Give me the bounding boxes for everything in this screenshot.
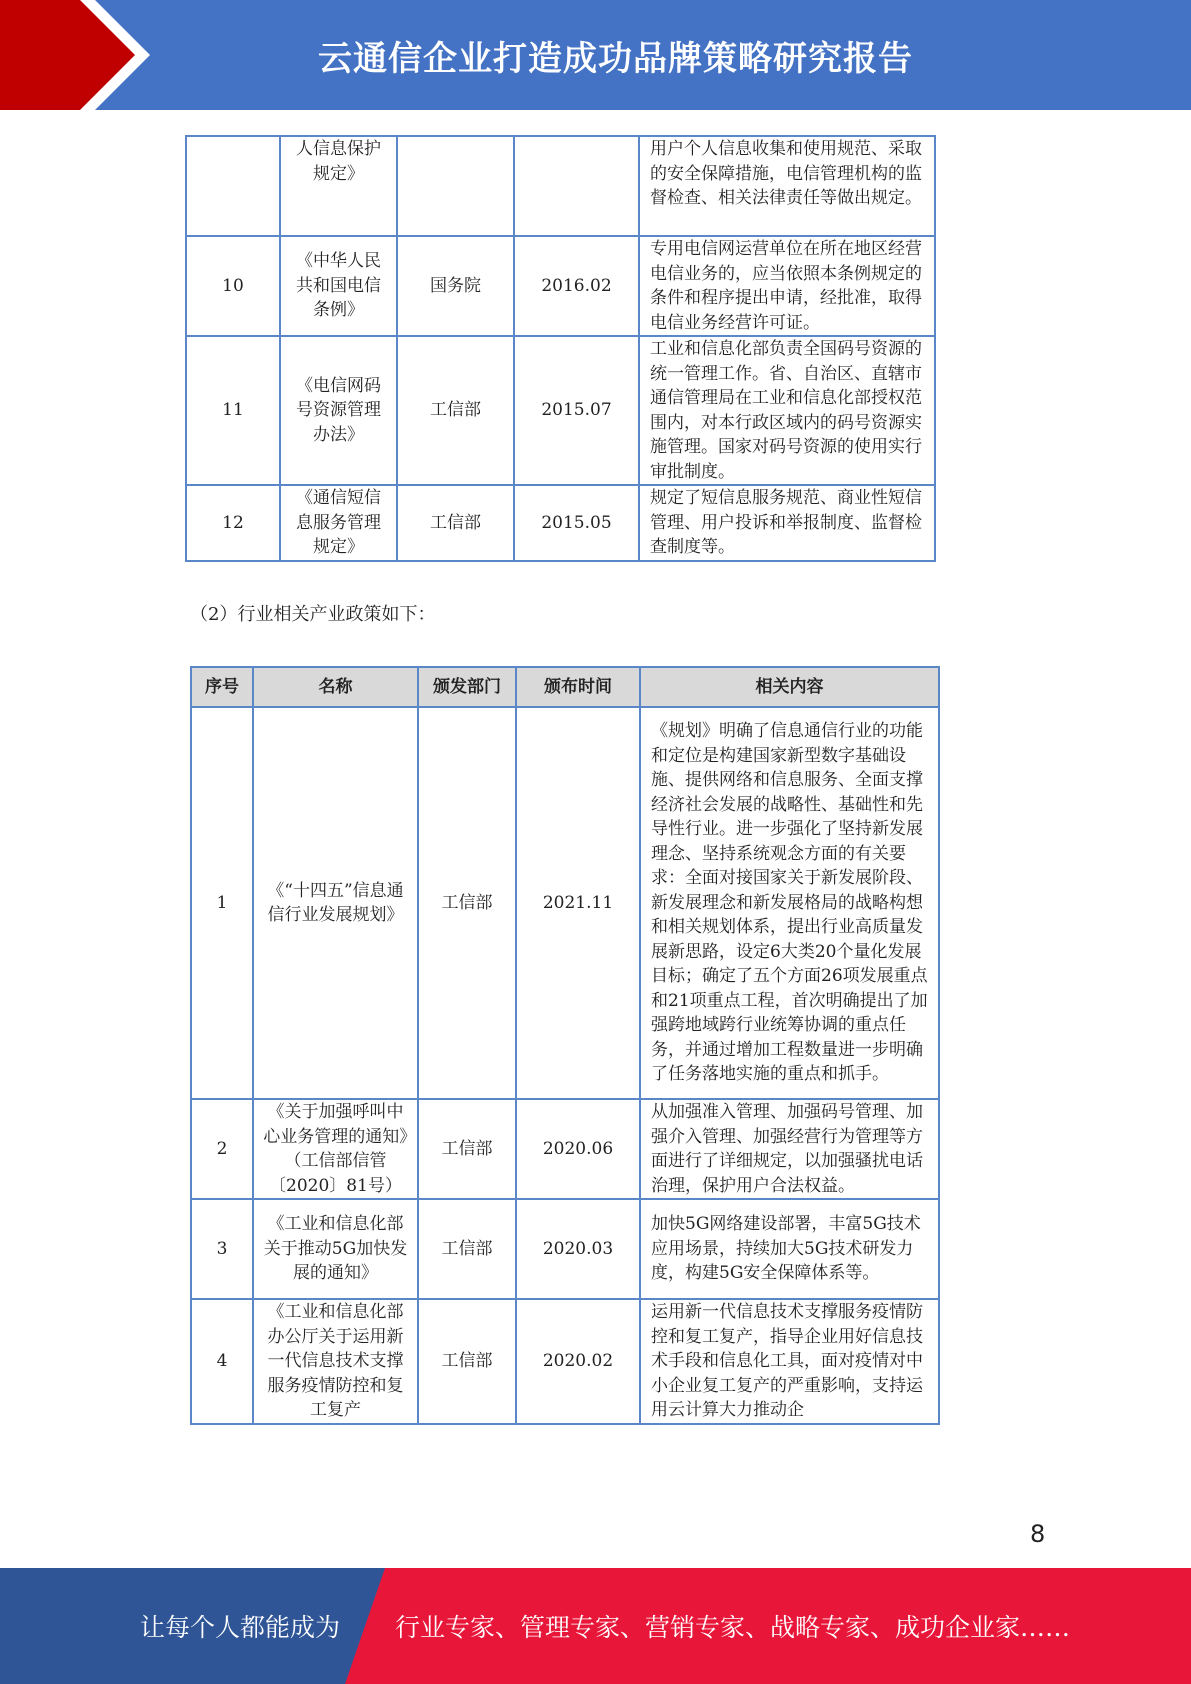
- issue-date: 2020.06: [516, 1099, 640, 1199]
- header-no: 序号: [191, 667, 253, 707]
- policy-content: 加快5G网络建设部署，丰富5G技术应用场景，持续加大5G技术研发力度，构建5G安全保障体系等。: [640, 1199, 939, 1299]
- table-row: [186, 485, 935, 561]
- policy-content: 运用新一代信息技术支撑服务疫情防控和复工复产，指导企业用好信息技术手段和信息化工具，面对疫情对中小企业复工复产的严重影响，支持运用云计算大力推动企: [640, 1299, 939, 1424]
- issue-date: [514, 136, 639, 236]
- issuing-department: [397, 136, 514, 236]
- policy-content: 《规划》明确了信息通信行业的功能和定位是构建国家新型数字基础设施、提供网络和信息服务、全面支撑经济社会发展的战略性、基础性和先导性行业。进一步强化了坚持新发展理念、坚持系统观念方面的有关要求：全面对接国家关于新发展阶段、新发展理念和新发展格局的战略构想和相关规划体系，提出行业高质量发展新思路，设定6大类20个量化发展目标；确定了五个方面26项发展重点和21项重点工程，首次明确提出了加强跨地域跨行业统筹协调的重点任务，并通过增加工程数量进一步明确了任务落地实施的重点和抓手。: [640, 707, 939, 1099]
- table-row: [191, 1299, 939, 1424]
- header-chevron-icon: [0, 0, 160, 110]
- issue-date: 2015.05: [514, 485, 639, 561]
- industry-policy-table: [190, 666, 940, 1425]
- issuing-department: 工信部: [418, 1299, 516, 1424]
- table-row: [191, 707, 939, 1099]
- row-number: 3: [191, 1199, 253, 1299]
- issuing-department: 工信部: [397, 485, 514, 561]
- issue-date: 2021.11: [516, 707, 640, 1099]
- policy-name: 《工业和信息化部关于推动5G加快发展的通知》: [253, 1199, 418, 1299]
- row-number: 1: [191, 707, 253, 1099]
- regulation-name: 《电信网码号资源管理办法》: [280, 336, 397, 485]
- header-date: 颁布时间: [516, 667, 640, 707]
- footer-slogan-left: 让每个人都能成为: [140, 1613, 341, 1642]
- issuing-department: 工信部: [418, 1199, 516, 1299]
- row-number: [186, 136, 280, 236]
- table-header-row: [191, 667, 939, 707]
- issuing-department: 工信部: [418, 1099, 516, 1199]
- issue-date: 2015.07: [514, 336, 639, 485]
- policy-name: 《“十四五”信息通信行业发展规划》: [253, 707, 418, 1099]
- header-name: 名称: [253, 667, 418, 707]
- regulation-content: 专用电信网运营单位在所在地区经营电信业务的，应当依照本条例规定的条件和程序提出申请，经批准，取得电信业务经营许可证。: [639, 236, 935, 336]
- table-row: [191, 1199, 939, 1299]
- regulation-name: 《中华人民共和国电信条例》: [280, 236, 397, 336]
- issue-date: 2020.02: [516, 1299, 640, 1424]
- header-dept: 颁发部门: [418, 667, 516, 707]
- regulation-name: 人信息保护规定》: [280, 136, 397, 236]
- regulation-content: 规定了短信息服务规范、商业性短信管理、用户投诉和举报制度、监督检查制度等。: [639, 485, 935, 561]
- row-number: 11: [186, 336, 280, 485]
- policy-name: 《关于加强呼叫中心业务管理的通知》（工信部信管〔2020〕81号）: [253, 1099, 418, 1199]
- policy-name: 《工业和信息化部办公厅关于运用新一代信息技术支撑服务疫情防控和复工复产: [253, 1299, 418, 1424]
- issuing-department: 工信部: [397, 336, 514, 485]
- policy-content: 从加强准入管理、加强码号管理、加强介入管理、加强经营行为管理等方面进行了详细规定，以加强骚扰电话治理，保护用户合法权益。: [640, 1099, 939, 1199]
- footer-slogan-right: 行业专家、管理专家、营销专家、战略专家、成功企业家……: [395, 1613, 1071, 1642]
- report-title: 云通信企业打造成功品牌策略研究报告: [318, 38, 913, 79]
- row-number: 12: [186, 485, 280, 561]
- issue-date: 2020.03: [516, 1199, 640, 1299]
- row-number: 2: [191, 1099, 253, 1199]
- table-row: [186, 236, 935, 336]
- regulation-content: 工业和信息化部负责全国码号资源的统一管理工作。省、自治区、直辖市通信管理局在工业和信息化部授权范围内，对本行政区域内的码号资源实施管理。国家对码号资源的使用实行审批制度。: [639, 336, 935, 485]
- footer-banner: [0, 1568, 1191, 1684]
- header-banner: [0, 0, 1191, 110]
- table-row: [186, 136, 935, 236]
- issuing-department: 工信部: [418, 707, 516, 1099]
- regulations-table-continued: [185, 135, 936, 562]
- regulation-name: 《通信短信息服务管理规定》: [280, 485, 397, 561]
- issue-date: 2016.02: [514, 236, 639, 336]
- table-row: [186, 336, 935, 485]
- page-number: 8: [1030, 1520, 1046, 1548]
- row-number: 10: [186, 236, 280, 336]
- header-content: 相关内容: [640, 667, 939, 707]
- row-number: 4: [191, 1299, 253, 1424]
- issuing-department: 国务院: [397, 236, 514, 336]
- table-row: [191, 1099, 939, 1199]
- regulation-content: 用户个人信息收集和使用规范、采取的安全保障措施，电信管理机构的监督检查、相关法律责任等做出规定。: [639, 136, 935, 236]
- section-label: （2）行业相关产业政策如下：: [190, 604, 436, 625]
